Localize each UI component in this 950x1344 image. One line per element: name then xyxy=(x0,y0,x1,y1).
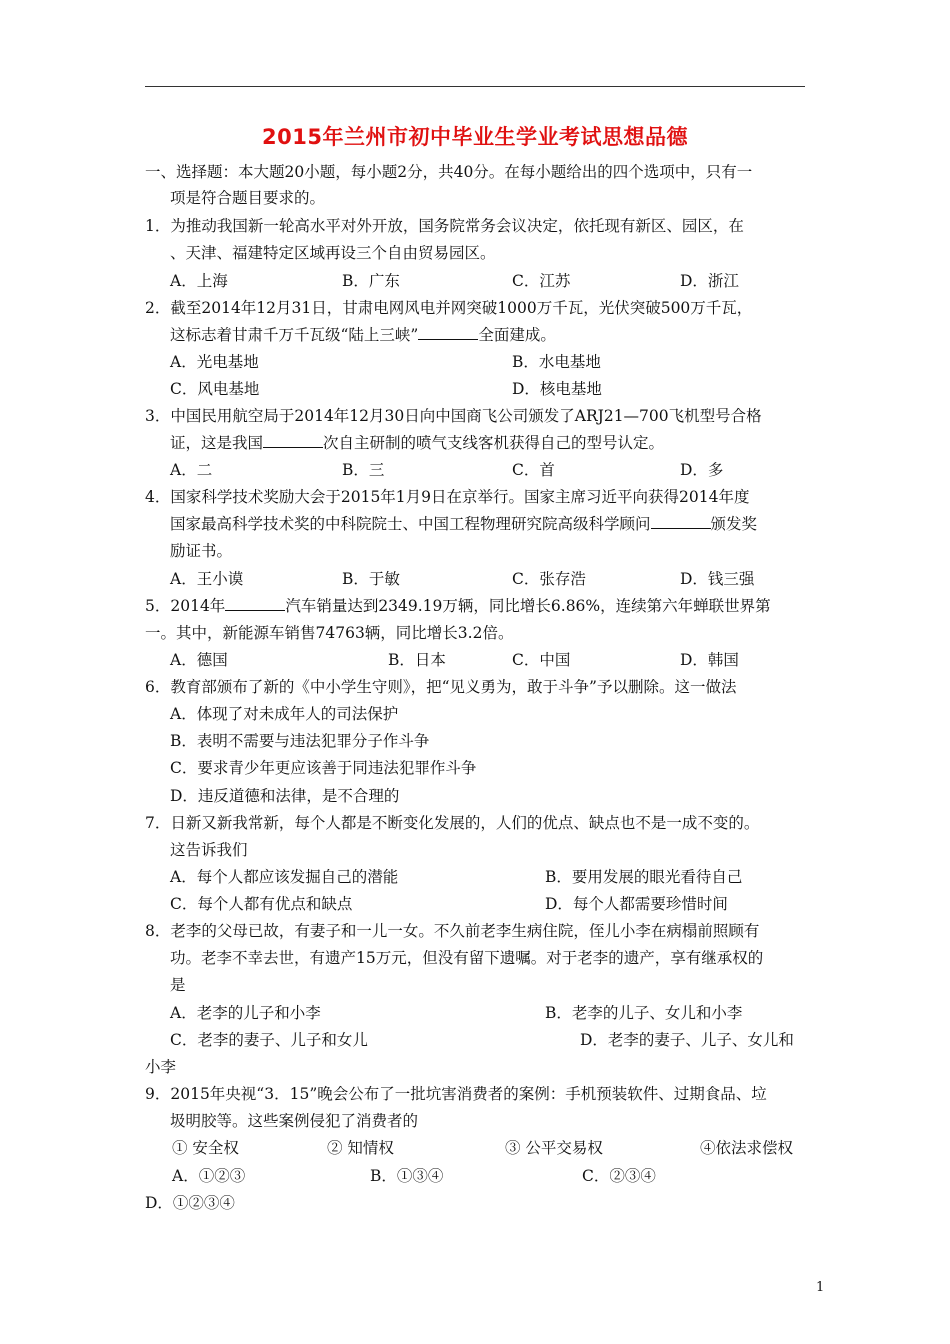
q8-option-d-cont: 小李 xyxy=(145,1058,177,1076)
answer-blank xyxy=(263,433,323,448)
q4-option-a: A．王小谟 xyxy=(170,570,244,588)
q5-stem-cont: 一。其中，新能源车销售74763辆，同比增长3.2倍。 xyxy=(145,624,514,642)
q9-item-1: ① 安全权 xyxy=(172,1139,239,1157)
q7-option-c: C．每个人都有优点和缺点 xyxy=(170,895,353,913)
q9-option-a: A．①②③ xyxy=(172,1167,246,1185)
q8-option-c: C．老李的妻子、儿子和女儿 xyxy=(170,1031,368,1049)
q1-option-c: C．江苏 xyxy=(512,272,571,290)
section-instructions-cont: 项是符合题目要求的。 xyxy=(170,189,326,207)
q7-option-d: D．每个人都需要珍惜时间 xyxy=(545,895,728,913)
q8-option-a: A．老李的儿子和小李 xyxy=(170,1004,321,1022)
q2-stem-cont: 这标志着甘肃千万千瓦级“陆上三峡” 全面建成。 xyxy=(170,326,556,344)
q4-option-d: D．钱三强 xyxy=(680,570,755,588)
q5-option-d: D．韩国 xyxy=(680,651,739,669)
q5-option-c: C．中国 xyxy=(512,651,571,669)
q9-option-c: C．②③④ xyxy=(582,1167,656,1185)
q6-option-d: D．违反道德和法律，是不合理的 xyxy=(170,787,400,805)
q9-item-3: ③ 公平交易权 xyxy=(505,1139,603,1157)
q3-stem: 3．中国民用航空局于2014年12月30日向中国商飞公司颁发了ARJ21—700飞机型号合格 xyxy=(145,407,762,425)
q1-option-b: B．广东 xyxy=(342,272,400,290)
q2-stem: 2．截至2014年12月31日，甘肃电网风电并网突破1000万千瓦，光伏突破500万千瓦， xyxy=(145,299,753,317)
q1-stem-cont: 、天津、福建特定区域再设三个自由贸易园区。 xyxy=(170,244,496,262)
header-rule xyxy=(145,86,805,87)
q4-stem-cont: 国家最高科学技术奖的中科院院士、中国工程物理研究院高级科学顾问 颁发奖 xyxy=(170,515,758,533)
q3-option-c: C．首 xyxy=(512,461,555,479)
page-number: 1 xyxy=(816,1280,825,1295)
q3-option-a: A．二 xyxy=(170,461,213,479)
q3-stem-cont: 证，这是我国 次自主研制的喷气支线客机获得自己的型号认定。 xyxy=(170,434,665,452)
q5-option-b: B．日本 xyxy=(388,651,446,669)
q7-option-b: B．要用发展的眼光看待自己 xyxy=(545,868,743,886)
q9-stem: 9．2015年央视“3．15”晚会公布了一批坑害消费者的案例：手机预装软件、过期食品、垃 xyxy=(145,1085,767,1103)
q9-stem-cont: 圾明胶等。这些案例侵犯了消费者的 xyxy=(170,1112,419,1130)
q5-stem: 5．2014年 汽车销量达到2349.19万辆，同比增长6.86%，连续第六年蝉联世界第 xyxy=(145,597,771,615)
q4-option-c: C．张存浩 xyxy=(512,570,586,588)
q9-option-b: B．①③④ xyxy=(370,1167,444,1185)
q5-option-a: A．德国 xyxy=(170,651,228,669)
q9-item-4: ④依法求偿权 xyxy=(700,1139,794,1157)
q2-option-a: A．光电基地 xyxy=(170,353,259,371)
q6-option-b: B．表明不需要与违法犯罪分子作斗争 xyxy=(170,732,430,750)
q4-stem-end: 励证书。 xyxy=(170,542,233,560)
q4-stem: 4．国家科学技术奖励大会于2015年1月9日在京举行。国家主席习近平向获得2014年度 xyxy=(145,488,750,506)
q8-stem-cont: 功。老李不幸去世，有遗产15万元，但没有留下遗嘱。对于老李的遗产，享有继承权的 xyxy=(170,949,764,967)
q8-stem-end: 是 xyxy=(170,976,186,994)
q3-option-b: B．三 xyxy=(342,461,385,479)
q2-option-c: C．风电基地 xyxy=(170,380,260,398)
q1-option-d: D．浙江 xyxy=(680,272,739,290)
q6-stem: 6．教育部颁布了新的《中小学生守则》，把“见义勇为，敢于斗争”予以删除。这一做法 xyxy=(145,678,737,696)
q2-option-d: D．核电基地 xyxy=(512,380,602,398)
q6-option-a: A．体现了对未成年人的司法保护 xyxy=(170,705,399,723)
q8-option-d: D．老李的妻子、儿子、女儿和 xyxy=(580,1031,794,1049)
answer-blank xyxy=(225,596,285,611)
q3-option-d: D．多 xyxy=(680,461,724,479)
q8-option-b: B．老李的儿子、女儿和小李 xyxy=(545,1004,743,1022)
section-instructions: 一、选择题：本大题20小题，每小题2分，共40分。在每小题给出的四个选项中，只有一 xyxy=(145,163,753,181)
q1-option-a: A．上海 xyxy=(170,272,228,290)
q7-stem: 7．日新又新我常新，每个人都是不断变化发展的，人们的优点、缺点也不是一成不变的。 xyxy=(145,814,760,832)
q2-option-b: B．水电基地 xyxy=(512,353,601,371)
q9-option-d: D．①②③④ xyxy=(145,1194,235,1212)
answer-blank xyxy=(651,514,711,529)
q8-stem: 8．老李的父母已故，有妻子和一儿一女。不久前老李生病住院，侄儿小李在病榻前照顾有 xyxy=(145,922,760,940)
q1-stem: 1．为推动我国新一轮高水平对外开放，国务院常务会议决定，依托现有新区、园区，在 xyxy=(145,217,744,235)
q9-item-2: ② 知情权 xyxy=(327,1139,394,1157)
page-title: 2015年兰州市初中毕业生学业考试思想品德 xyxy=(262,125,688,149)
q4-option-b: B．于敏 xyxy=(342,570,400,588)
q6-option-c: C．要求青少年更应该善于同违法犯罪作斗争 xyxy=(170,759,477,777)
answer-blank xyxy=(418,325,478,340)
q7-stem-cont: 这告诉我们 xyxy=(170,841,248,859)
q7-option-a: A．每个人都应该发掘自己的潜能 xyxy=(170,868,399,886)
